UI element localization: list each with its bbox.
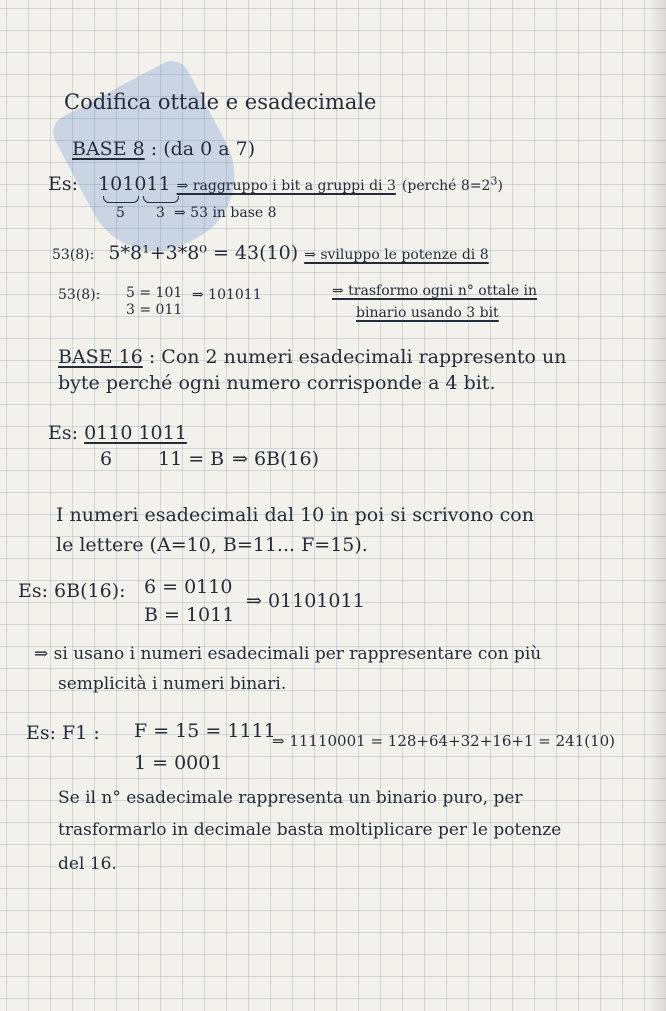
base8-power-note: ⇒ sviluppo le potenze di 8 xyxy=(304,247,489,263)
brace-group-a xyxy=(103,196,139,203)
base8-reason: (perché $8=2^3$) xyxy=(401,174,503,194)
base8-arrow-note: ⇒ raggruppo i bit a gruppi di 3 xyxy=(176,178,396,194)
base16-final-a: Se il n° esadecimale rappresenta un binario puro, per xyxy=(58,788,523,808)
page-edge-shadow xyxy=(648,0,666,1011)
base16-ex3-label: Es: F1 : xyxy=(26,722,100,744)
base16-use-b: semplicità i numeri binari. xyxy=(58,674,287,694)
base8-power-line xyxy=(52,244,489,263)
base8-convert-label: 53(8): xyxy=(58,287,101,303)
base16-note-a: I numeri esadecimali dal 10 in poi si scrivono con xyxy=(56,504,534,526)
base8-heading: BASE 8 xyxy=(72,138,145,160)
base16-desc-a: : Con 2 numeri esadecimali rappresento un xyxy=(148,346,567,368)
base8-convert-result: ⇒ 101011 xyxy=(192,287,262,303)
base16-final-c: del 16. xyxy=(58,854,117,874)
base16-result: ⇒ 6B(16) xyxy=(232,448,320,470)
base16-ex2-bottom: B = 1011 xyxy=(144,604,235,626)
base16-ex2-result: ⇒ 01101011 xyxy=(246,590,365,612)
base16-group-b: 11 = B xyxy=(158,448,225,470)
base8-es-label: Es: xyxy=(48,173,79,195)
base8-convert-note-b: binario usando 3 bit xyxy=(356,305,499,321)
page-title: Codifica ottale e esadecimale xyxy=(64,90,377,114)
base8-line xyxy=(72,140,255,159)
base16-ex3-top: F = 15 = 1111 xyxy=(134,720,276,742)
base8-example-line xyxy=(48,175,503,194)
base16-line xyxy=(58,348,566,367)
base16-es-label: Es: xyxy=(48,422,79,444)
base16-ex2-label: Es: 6B(16): xyxy=(18,580,126,602)
base16-example-line xyxy=(48,424,187,443)
base16-heading: BASE 16 xyxy=(58,346,143,368)
base16-binary: 0110 1011 xyxy=(84,422,187,444)
base8-binary: 101011 xyxy=(98,173,171,195)
base16-desc-b: byte perché ogni numero corrisponde a 4 bit. xyxy=(58,372,496,394)
brace-group-b xyxy=(143,196,179,203)
base8-convert-bottom: 3 = 011 xyxy=(126,302,183,318)
base16-ex3-result: ⇒ 11110001 = 128+64+32+16+1 = 241(10) xyxy=(272,732,616,750)
base16-group-a: 6 xyxy=(100,448,113,470)
base8-range: : (da 0 a 7) xyxy=(150,138,256,160)
base16-ex2-top: 6 = 0110 xyxy=(144,576,233,598)
base8-group-a: 5 xyxy=(116,205,125,221)
base8-group-b: 3 xyxy=(156,205,165,221)
base8-convert-note-a: ⇒ trasformo ogni n° ottale in xyxy=(332,283,538,299)
base16-final-b: trasformarlo in decimale basta moltiplicare per le potenze xyxy=(58,820,562,840)
base8-result: ⇒ 53 in base 8 xyxy=(174,205,277,221)
base16-use-a: ⇒ si usano i numeri esadecimali per rappresentare con più xyxy=(34,644,542,664)
base8-power-label: 53(8): xyxy=(52,247,95,263)
base8-convert-top: 5 = 101 xyxy=(126,285,183,301)
base16-ex3-bottom: 1 = 0001 xyxy=(134,752,223,774)
base16-note-b: le lettere (A=10, B=11... F=15). xyxy=(56,534,368,556)
base8-power-expr: 5*8¹+3*8⁰ = 43(10) xyxy=(108,242,299,264)
